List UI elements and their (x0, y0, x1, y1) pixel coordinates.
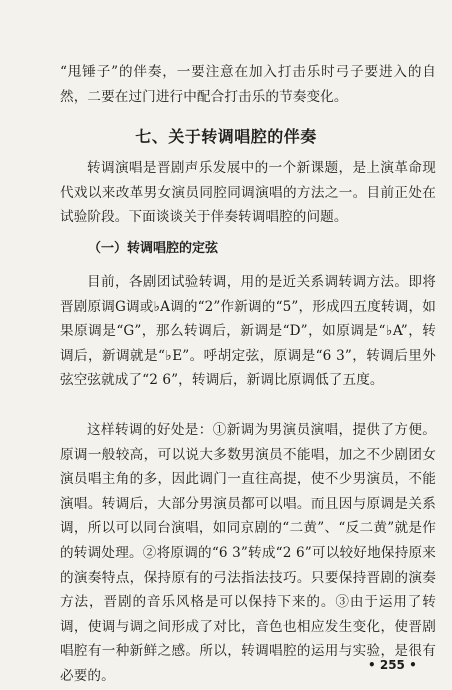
page-number: • 255 • (368, 658, 417, 672)
paragraph-transposition-benefits: 这样转调的好处是：①新调为男演员演唱，提供了方便。原调一般较高，可以说大多数男演员不能唱，加之不少剧团女演员唱主角的多，因此调门一直往高提，使不少男演员，不能演唱。转调后，大部分男演员都可以唱。而且因与原调是关系调，所以可以同台演唱，如同京剧的“二黄”、“反二黄”就是作的转调处理。②将原调的“6 3”转成“2 6”可以较好地保持原来的演奏特点，保持原有的弓法指法技巧。只要保持晋剧的演奏方法，晋剧的音乐风格是可以保持下来的。③由于运用了转调，使调与调之间形成了对比，音色也相应发生变化，使晋剧唱腔有一种新鲜之感。所以，转调唱腔的运用与实验，是很有必要的。 (60, 422, 436, 684)
paragraph-transposition-method: 目前，各剧团试验转调，用的是近关系调转调方法。即将晋剧原调G调或♭A调的“2”作新调的“5”，形成四五度转调，如果原调是“G”，那么转调后，新调是“D”，如原调是“♭A”，转调后，新调就是“♭E”。呼胡定弦，原调是“6 3”，转调后里外弦空弦就成了“2 6”，转调后，新调比原调低了五度。 (60, 274, 436, 389)
paragraph-transposition-intro: 转调演唱是晋剧声乐发展中的一个新课题，是上演革命现代戏以来改革男女演员同腔同调演唱的方法之一。目前正处在试验阶段。下面谈谈关于伴奏转调唱腔的问题。 (60, 160, 436, 226)
section-title: 七、关于转调唱腔的伴奏 (135, 127, 317, 146)
subsection-title: （一）转调唱腔的定弦 (88, 241, 219, 256)
paragraph-shuai-chuizi-accompaniment: “甩锤子”的伴奏，一要注意在加入打击乐时弓子要进入的自然，二要在过门进行中配合打击乐的节奏变化。 (60, 64, 436, 105)
